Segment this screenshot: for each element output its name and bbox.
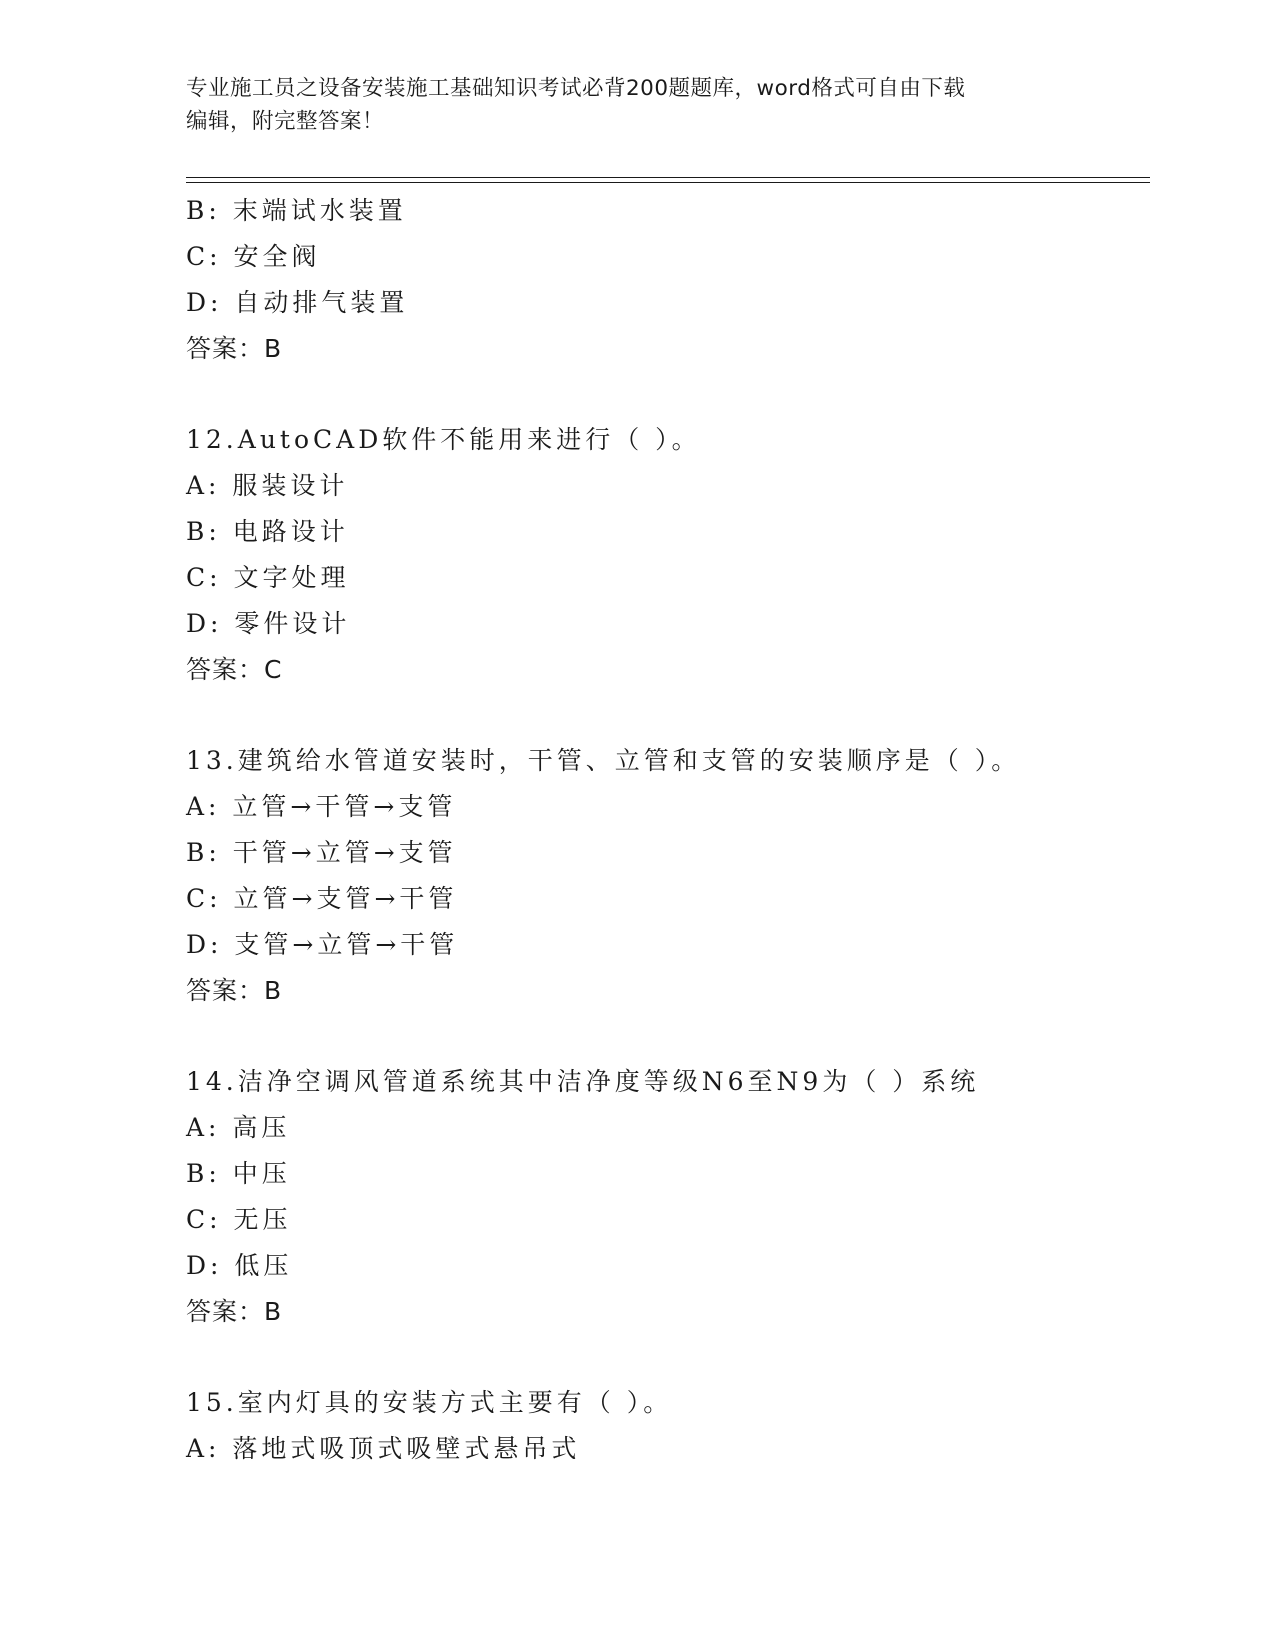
answer-text: 答案：B	[186, 1297, 283, 1326]
paragraph-gap	[186, 693, 1146, 738]
question-text: 14.洁净空调风管道系统其中洁净度等级N6至N9为（ ）系统	[186, 1067, 980, 1096]
option-text: D: 自动排气装置	[186, 288, 409, 317]
paragraph-gap	[186, 372, 1146, 417]
question-text: 12.AutoCAD软件不能用来进行（ ）。	[186, 425, 701, 454]
option-text: C: 无压	[186, 1205, 292, 1234]
answer-text: 答案：C	[186, 655, 283, 684]
header-rule-bottom	[186, 182, 1150, 183]
question-text: 13.建筑给水管道安装时，干管、立管和支管的安装顺序是（ ）。	[186, 746, 1021, 775]
document-header	[186, 72, 1066, 138]
option-text: A: 高压	[186, 1113, 291, 1142]
header-line-2: 编辑，附完整答案！	[186, 109, 385, 134]
answer-text: 答案：B	[186, 976, 283, 1005]
option-text: D: 零件设计	[186, 609, 351, 638]
option-text: D: 支管→立管→干管	[186, 930, 459, 959]
option-text: C: 安全阀	[186, 242, 321, 271]
header-line-1: 专业施工员之设备安装施工基础知识考试必背200题题库，word格式可自由下载	[186, 76, 966, 101]
option-text: A: 立管→干管→支管	[186, 792, 457, 821]
option-text: A: 服装设计	[186, 471, 349, 500]
option-text: B: 电路设计	[186, 517, 349, 546]
header-rule-top	[186, 177, 1150, 178]
option-text: A: 落地式吸顶式吸壁式悬吊式	[186, 1434, 581, 1463]
option-text: C: 文字处理	[186, 563, 350, 592]
option-text: B: 末端试水装置	[186, 196, 407, 225]
question-text: 15.室内灯具的安装方式主要有（ ）。	[186, 1388, 673, 1417]
paragraph-gap	[186, 1014, 1146, 1059]
document-body	[186, 188, 1146, 1472]
option-text: B: 中压	[186, 1159, 291, 1188]
option-text: C: 立管→支管→干管	[186, 884, 458, 913]
option-text: D: 低压	[186, 1251, 293, 1280]
option-text: B: 干管→立管→支管	[186, 838, 457, 867]
paragraph-gap	[186, 1335, 1146, 1380]
answer-text: 答案：B	[186, 334, 283, 363]
